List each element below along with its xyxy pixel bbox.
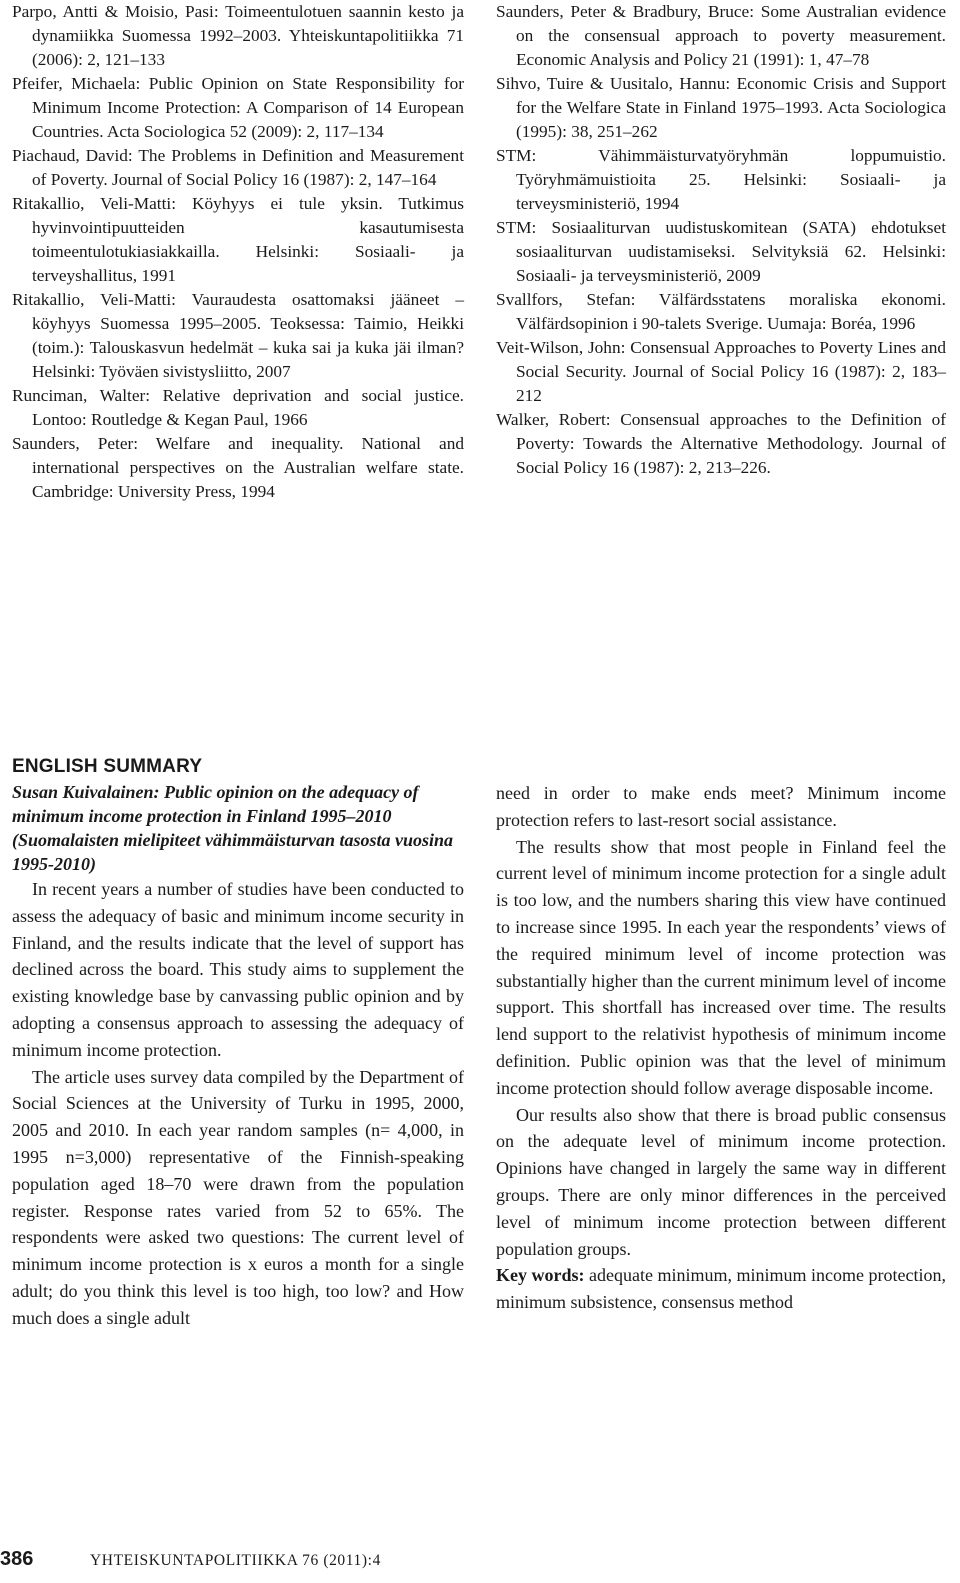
reference-entry: Pfeifer, Michaela: Public Opinion on State Responsibility for Minimum Income Protection: A Comparison of 14 European Countries. Acta Sociologica 52 (2009): 2, 117–134	[12, 74, 464, 141]
reference-entry: Svallfors, Stefan: Välfärdsstatens moraliska ekonomi. Välfärdsopinion i 90-talets Sverige. Uumaja: Boréa, 1996	[496, 290, 946, 333]
reference-entry: Ritakallio, Veli-Matti: Köyhyys ei tule yksin. Tutkimus hyvinvointipuutteiden kasautumisesta toimeentulotukiasiakkailla. Helsinki: Sosiaali- ja terveyshallitus, 1991	[12, 194, 464, 285]
page-footer	[0, 1548, 960, 1578]
reference-entry: STM: Sosiaaliturvan uudistuskomitean (SATA) ehdotukset sosiaaliturvan uudistamiseksi. Selvityksiä 62. Helsinki: Sosiaali- ja terveysministeriö, 2009	[496, 218, 946, 285]
reference-entry: Runciman, Walter: Relative deprivation and social justice. Lontoo: Routledge & Kegan Paul, 1966	[12, 386, 464, 429]
summary-subtitle: Susan Kuivalainen: Public opinion on the adequacy of minimum income protection in Finland 1995–2010 (Suomalaisten mielipiteet vähimmäisturvan tasosta vuosina 1995-2010)	[12, 782, 454, 874]
summary-paragraph: The article uses survey data compiled by the Department of Social Sciences at the University of Turku in 1995, 2000, 2005 and 2010. In each year random samples (n= 4,000, in 1995 n=3,000) representative of the Finnish-speaking population aged 18–70 were drawn from the population register. Response rates varied from 52 to 65%. The respondents were asked two questions: The current level of minimum income protection is x euros a month for a single adult; do you think this level is too high, too low? and How much does a single adult	[12, 1066, 464, 1328]
summary-right-column	[496, 780, 946, 1316]
keywords	[496, 1262, 946, 1316]
summary-paragraph: The results show that most people in Finland feel the current level of minimum income protection for a single adult is too low, and the numbers sharing this view have continued to increase since 1995. In each year the respondents’ views of the required minimum level of income protection was substantially higher than the current minimum level of income support. This shortfall has increased over time. The results lend support to the relativist hypothesis of minimum income definition. Public opinion was that the level of minimum income protection should follow average disposable income.	[496, 836, 946, 1098]
keywords-label: Key words:	[496, 1265, 585, 1286]
reference-entry: Saunders, Peter & Bradbury, Bruce: Some Australian evidence on the consensual approach to poverty measurement. Economic Analysis and Policy 21 (1991): 1, 47–78	[496, 2, 946, 69]
reference-entry: Parpo, Antti & Moisio, Pasi: Toimeentulotuen saannin kesto ja dynamiikka Suomessa 1992–2003. Yhteiskuntapolitiikka 71 (2006): 2, 121–133	[12, 2, 464, 69]
keywords-text: adequate minimum, minimum income protection, minimum subsistence, consensus method	[496, 1265, 946, 1313]
reference-entry: Piachaud, David: The Problems in Definition and Measurement of Poverty. Journal of Social Policy 16 (1987): 2, 147–164	[12, 146, 464, 189]
reference-entry: Veit-Wilson, John: Consensual Approaches to Poverty Lines and Social Security. Journal of Social Policy 16 (1987): 2, 183–212	[496, 338, 946, 405]
summary-left-column	[12, 754, 464, 1332]
journal-name: YHTEISKUNTAPOLITIIKKA 76 (2011):4	[90, 1552, 381, 1569]
reference-entry: Walker, Robert: Consensual approaches to the Definition of Poverty: Towards the Alternative Methodology. Journal of Social Policy 16 (1987): 2, 213–226.	[496, 410, 946, 477]
references-right-column	[496, 0, 946, 480]
summary-paragraph-continued: need in order to make ends meet? Minimum income protection refers to last-resort social assistance.	[496, 783, 946, 830]
reference-entry: Saunders, Peter: Welfare and inequality. National and international perspectives on the Australian welfare state. Cambridge: University Press, 1994	[12, 434, 464, 501]
reference-entry: Sihvo, Tuire & Uusitalo, Hannu: Economic Crisis and Support for the Welfare State in Finland 1975–1993. Acta Sociologica (1995): 38, 251–262	[496, 74, 946, 141]
summary-paragraph: In recent years a number of studies have been conducted to assess the adequacy of basic and minimum income security in Finland, and the results indicate that the level of support has declined across the board. This study aims to supplement the existing knowledge base by canvassing public opinion and by adopting a consensus approach to assessing the adequacy of minimum income protection.	[12, 879, 464, 1060]
summary-heading: ENGLISH SUMMARY	[12, 756, 203, 777]
summary-paragraph: Our results also show that there is broad public consensus on the adequate level of minimum income protection. Opinions have changed in largely the same way in different groups. There are only minor differences in the perceived level of minimum income protection between different population groups.	[496, 1104, 946, 1259]
references-left-column	[12, 0, 464, 504]
reference-entry: STM: Vähimmäisturvatyöryhmän loppumuistio. Työryhmämuistioita 25. Helsinki: Sosiaali- ja terveysministeriö, 1994	[496, 146, 946, 213]
reference-entry: Ritakallio, Veli-Matti: Vauraudesta osattomaksi jääneet – köyhyys Suomessa 1995–2005. Teoksessa: Taimio, Heikki (toim.): Talouskasvun hedelmät – kuka sai ja kuka jäi ilman? Helsinki: Työväen sivistysliitto, 2007	[12, 290, 464, 381]
page-number: 386	[0, 1548, 34, 1570]
